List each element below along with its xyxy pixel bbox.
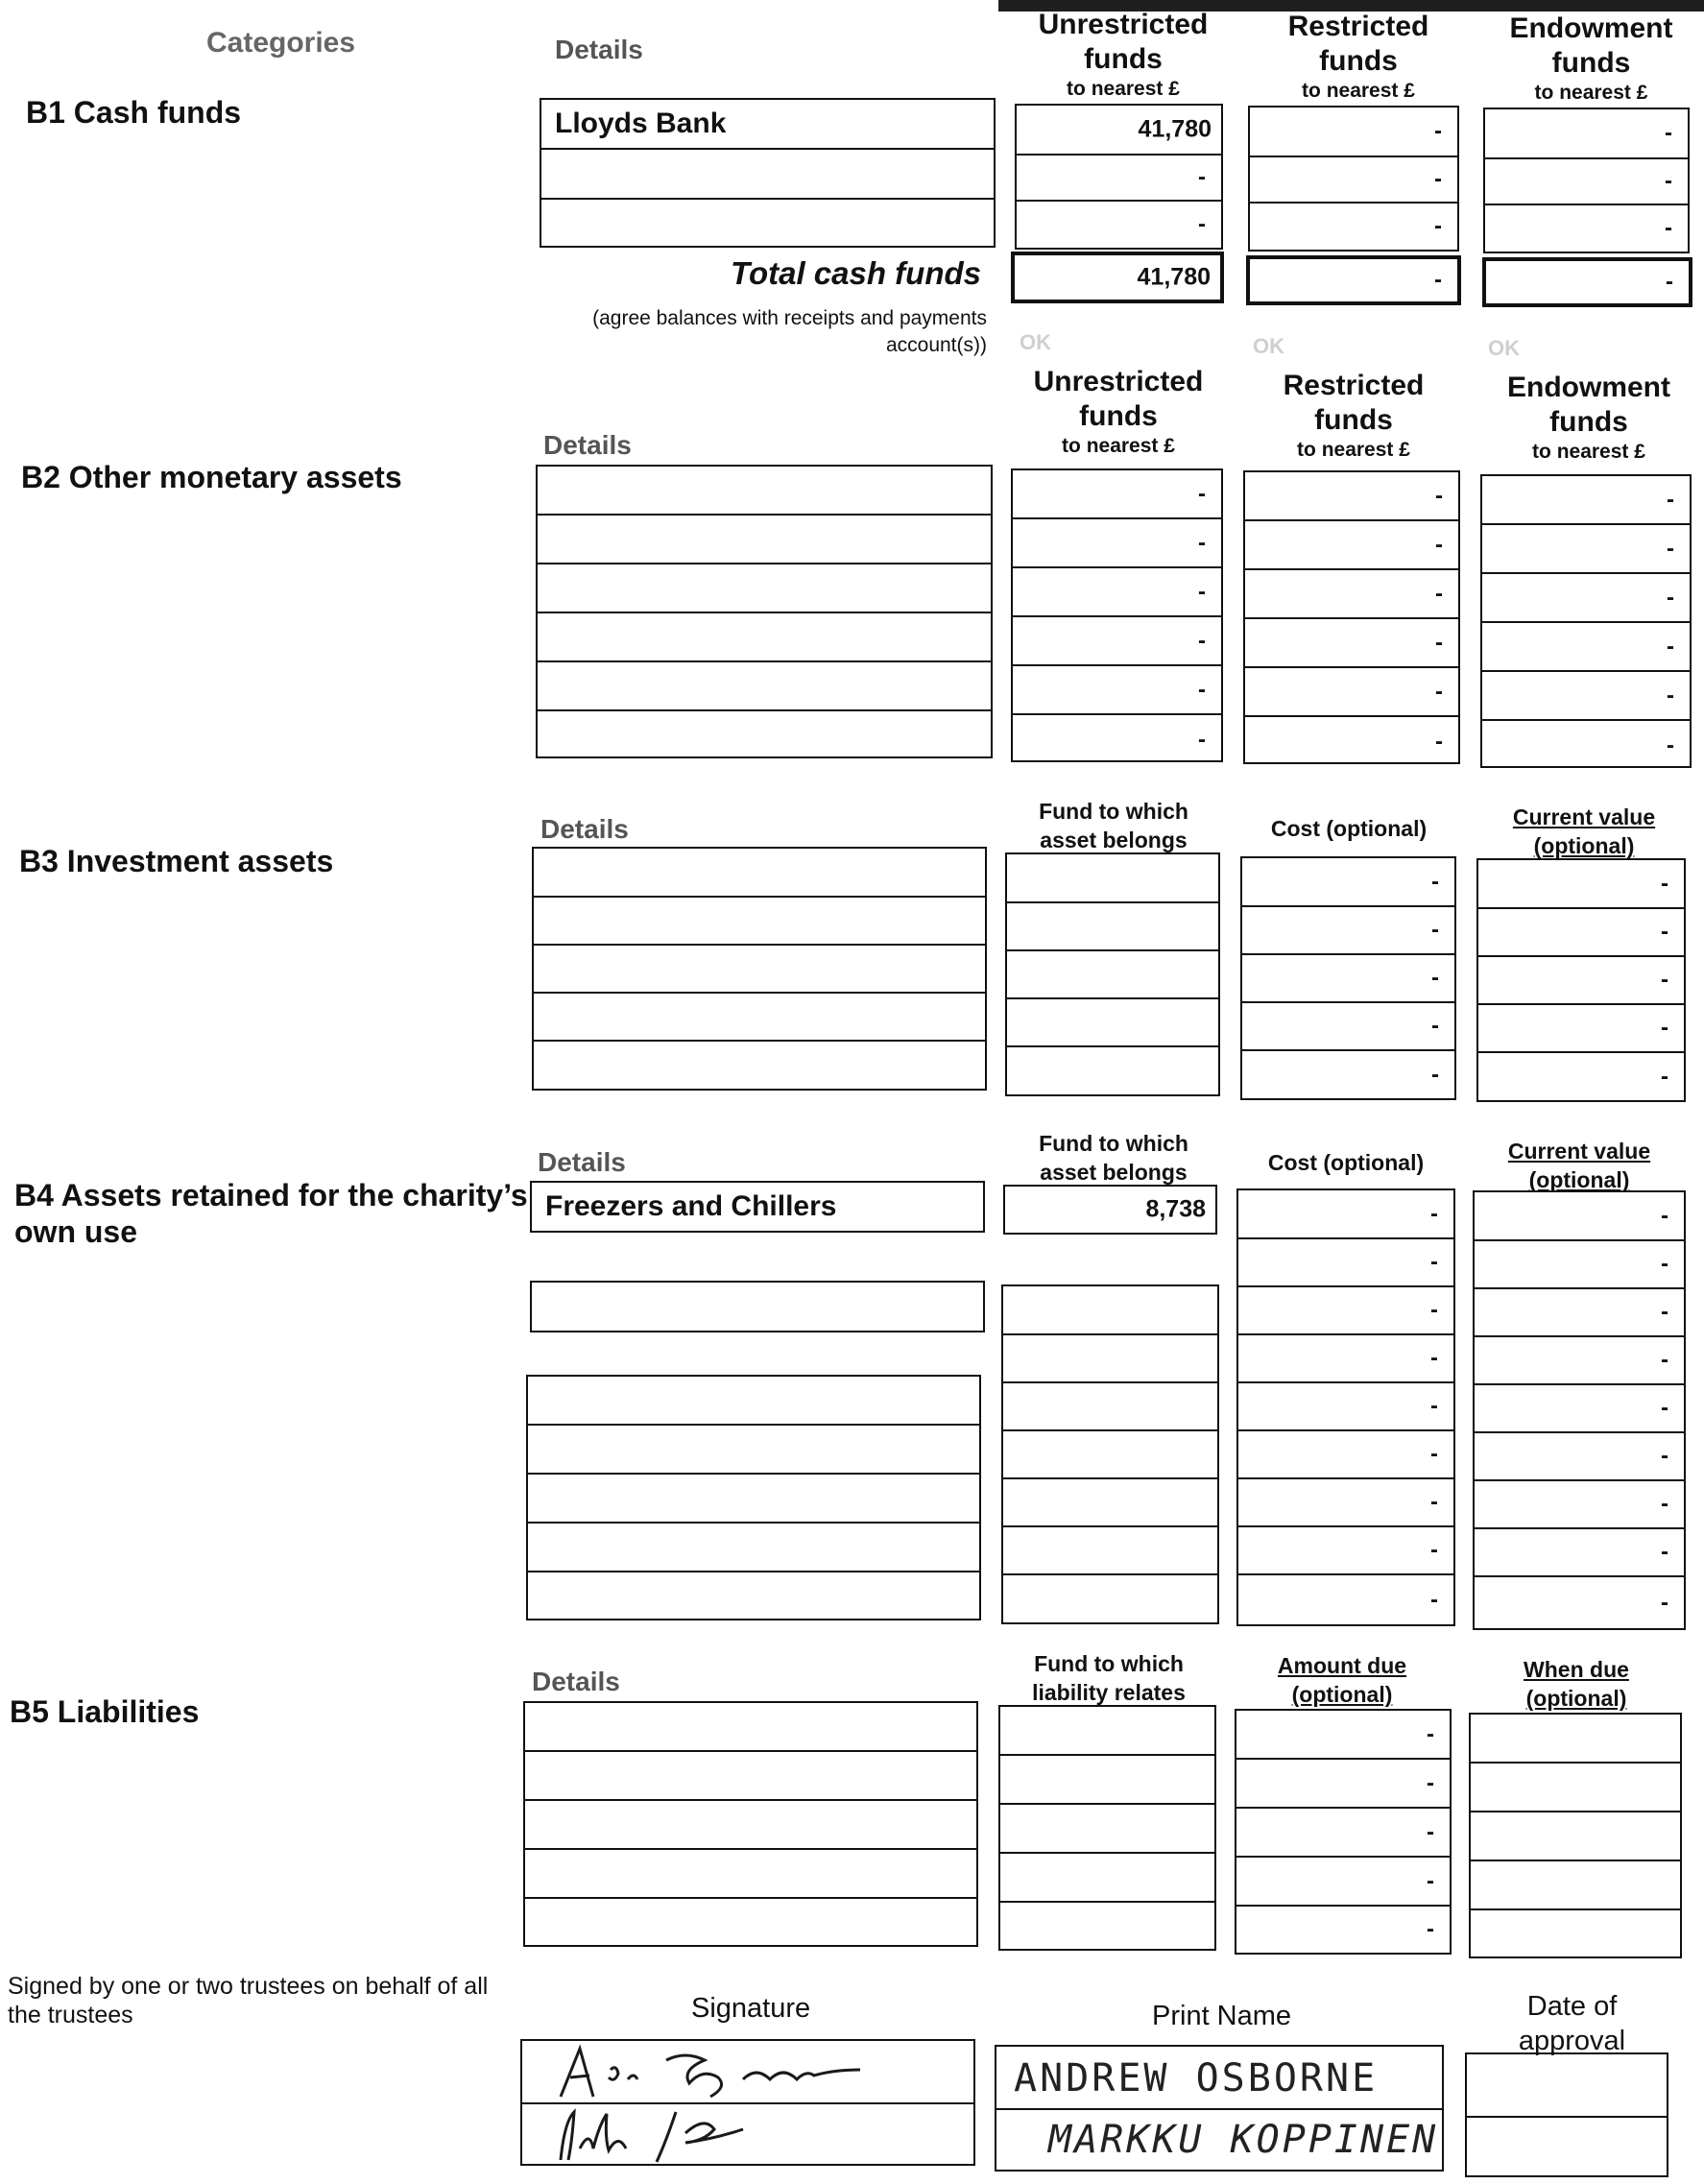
b5-amount-cell[interactable]: - — [1427, 1916, 1434, 1942]
b4-cost-cell[interactable]: - — [1238, 1335, 1453, 1383]
b4-value-cell[interactable]: - — [1475, 1241, 1684, 1289]
b1-col-restricted: Restricted funds to nearest £ — [1287, 11, 1429, 102]
b1-unrestricted-cell[interactable]: - — [1017, 156, 1221, 202]
b1-unrestricted-stack — [1015, 104, 1223, 250]
b4-fund-cell[interactable]: 8,738 — [1003, 1185, 1217, 1235]
b2-label: B2 Other monetary assets — [21, 460, 402, 494]
b1-restricted-cell[interactable]: - — [1434, 213, 1442, 239]
b4-fund-cell[interactable] — [1003, 1286, 1217, 1335]
b3-fund-cell[interactable] — [1007, 1047, 1218, 1094]
b2-col-endowment: Endowment funds to nearest £ — [1507, 372, 1670, 463]
b5-fund-cell[interactable] — [1000, 1805, 1214, 1854]
b1-detail-row[interactable] — [541, 200, 994, 246]
date-of-approval-box — [1465, 2052, 1668, 2177]
b3-fund-cell[interactable] — [1007, 903, 1218, 951]
b3-col-value: Current value (optional) — [1512, 804, 1656, 858]
b5-details-label: Details — [532, 1667, 620, 1696]
b2-restricted-cell[interactable]: - — [1245, 619, 1458, 668]
b4-value-stack — [1473, 1190, 1686, 1630]
b3-value-cell[interactable]: - — [1661, 1063, 1668, 1090]
ok-check-restricted: OK — [1253, 334, 1284, 358]
b1-detail-row[interactable] — [541, 150, 994, 200]
b3-detail-row[interactable] — [534, 994, 985, 1042]
categories-header: Categories — [206, 27, 356, 59]
b3-cost-cell[interactable]: - — [1431, 1061, 1439, 1088]
b3-cost-cell[interactable]: - — [1242, 907, 1454, 955]
b2-detail-row[interactable] — [538, 613, 991, 662]
b4-detail-row[interactable] — [528, 1524, 979, 1572]
b1-unrestricted-cell[interactable]: 41,780 — [1017, 106, 1221, 156]
b1-restricted-cell[interactable]: - — [1250, 108, 1457, 157]
b4-detail-row[interactable] — [528, 1572, 979, 1619]
b4-value-cell[interactable]: - — [1475, 1337, 1684, 1385]
b2-endowment-cell[interactable]: - — [1482, 623, 1690, 672]
b5-amount-stack — [1235, 1709, 1452, 1955]
b4-detail-row[interactable]: Freezers and Chillers — [530, 1181, 985, 1233]
b2-details-label: Details — [543, 430, 632, 460]
date-of-approval-row[interactable] — [1467, 2118, 1667, 2175]
b3-detail-row[interactable] — [534, 1042, 985, 1089]
b1-endowment-stack — [1483, 108, 1690, 253]
b3-col-cost: Cost (optional) — [1270, 816, 1428, 841]
b4-detail-row[interactable] — [530, 1281, 985, 1332]
b1-col-endowment: Endowment funds to nearest £ — [1509, 12, 1673, 104]
b4-value-cell[interactable]: - — [1475, 1385, 1684, 1433]
total-endowment-cell[interactable]: - — [1482, 257, 1692, 307]
b4-value-cell[interactable]: - — [1475, 1481, 1684, 1529]
b1-restricted-stack — [1248, 106, 1459, 252]
b2-detail-row[interactable] — [538, 564, 991, 613]
b3-value-cell[interactable]: - — [1478, 1005, 1684, 1053]
signature-box — [520, 2039, 975, 2166]
b2-endowment-cell[interactable]: - — [1667, 732, 1674, 758]
signature-header: Signature — [691, 1993, 811, 2024]
b2-detail-row[interactable] — [538, 516, 991, 564]
b5-when-cell[interactable] — [1471, 1812, 1680, 1861]
b1-endowment-cell[interactable]: - — [1485, 109, 1688, 159]
b5-fund-cell[interactable] — [1000, 1903, 1214, 1949]
b3-col-fund: Fund to which asset belongs — [1039, 799, 1188, 852]
b3-value-cell[interactable]: - — [1478, 957, 1684, 1005]
b5-label: B5 Liabilities — [10, 1694, 200, 1729]
b2-endowment-cell[interactable]: - — [1482, 672, 1690, 721]
b2-col-restricted: Restricted funds to nearest £ — [1283, 370, 1425, 461]
b1-endowment-cell[interactable]: - — [1665, 215, 1672, 241]
b3-cost-cell[interactable]: - — [1242, 955, 1454, 1003]
b4-details-label: Details — [538, 1147, 626, 1177]
print-name-box — [995, 2045, 1444, 2172]
b2-unrestricted-cell[interactable]: - — [1013, 519, 1221, 568]
b3-label: B3 Investment assets — [19, 844, 334, 878]
b4-detail-row[interactable] — [528, 1426, 979, 1475]
b5-detail-row[interactable] — [525, 1752, 976, 1801]
b1-col-unrestricted: Unrestricted funds to nearest £ — [1038, 9, 1209, 100]
b4-cost-cell[interactable]: - — [1238, 1239, 1453, 1287]
b5-when-cell[interactable] — [1471, 1861, 1680, 1910]
b4-value-cell[interactable]: - — [1661, 1589, 1668, 1616]
b4-details-stack — [526, 1375, 981, 1620]
b4-detail-row[interactable] — [528, 1475, 979, 1524]
b5-amount-cell[interactable]: - — [1236, 1760, 1450, 1809]
b4-label: B4 Assets retained for the charity’s own use — [14, 1178, 528, 1249]
b3-fund-stack — [1005, 852, 1220, 1096]
b5-detail-row[interactable] — [525, 1703, 976, 1752]
b2-restricted-cell[interactable]: - — [1435, 728, 1443, 755]
b5-detail-row[interactable] — [525, 1850, 976, 1899]
b4-cost-cell[interactable]: - — [1238, 1479, 1453, 1527]
total-restricted-cell[interactable]: - — [1246, 255, 1461, 305]
b3-fund-cell[interactable] — [1007, 951, 1218, 999]
b4-fund-stack — [1001, 1284, 1219, 1624]
b2-unrestricted-cell[interactable]: - — [1013, 666, 1221, 715]
b5-fund-cell[interactable] — [1000, 1854, 1214, 1903]
b2-restricted-cell[interactable]: - — [1245, 570, 1458, 619]
b5-when-cell[interactable] — [1471, 1910, 1680, 1956]
b5-when-cell[interactable] — [1471, 1764, 1680, 1812]
b3-fund-cell[interactable] — [1007, 854, 1218, 903]
b5-col-fund: Fund to which liability relates — [1032, 1651, 1186, 1705]
b4-col-fund: Fund to which asset belongs — [1039, 1131, 1188, 1185]
b3-detail-row[interactable] — [534, 946, 985, 994]
b4-cost-cell[interactable]: - — [1238, 1190, 1453, 1239]
b2-detail-row[interactable] — [538, 662, 991, 711]
b1-balance-note: (agree balances with receipts and payments account(s)) — [592, 307, 987, 356]
b5-detail-row[interactable] — [525, 1899, 976, 1945]
b2-restricted-cell[interactable]: - — [1245, 472, 1458, 521]
b4-detail-row[interactable] — [528, 1377, 979, 1426]
b4-cost-stack — [1236, 1188, 1455, 1626]
b2-col-unrestricted: Unrestricted funds to nearest £ — [1033, 366, 1204, 457]
b2-unrestricted-cell[interactable]: - — [1013, 470, 1221, 519]
b4-cost-cell[interactable]: - — [1238, 1383, 1453, 1431]
b4-value-cell[interactable]: - — [1475, 1289, 1684, 1337]
b3-value-cell[interactable]: - — [1478, 860, 1684, 909]
b3-cost-cell[interactable]: - — [1242, 858, 1454, 907]
b1-details-stack — [540, 98, 996, 248]
b3-details-stack — [532, 847, 987, 1091]
b4-fund-cell[interactable] — [1003, 1383, 1217, 1431]
b3-value-cell[interactable]: - — [1478, 909, 1684, 957]
b5-amount-cell[interactable]: - — [1236, 1711, 1450, 1760]
b2-unrestricted-cell[interactable]: - — [1013, 568, 1221, 617]
b1-detail-row[interactable]: Lloyds Bank — [541, 100, 994, 150]
b4-fund-cell[interactable] — [1003, 1431, 1217, 1479]
b4-cost-cell[interactable]: - — [1430, 1586, 1438, 1613]
b2-unrestricted-cell[interactable]: - — [1013, 617, 1221, 666]
b3-details-label: Details — [540, 814, 629, 844]
b2-detail-row[interactable] — [538, 711, 991, 760]
b5-amount-cell[interactable]: - — [1236, 1809, 1450, 1858]
b5-detail-row[interactable] — [525, 1801, 976, 1850]
ok-check-endowment: OK — [1488, 336, 1520, 360]
b4-fund-cell[interactable] — [1003, 1527, 1217, 1575]
b4-fund-cell[interactable] — [1003, 1479, 1217, 1527]
b2-restricted-cell[interactable]: - — [1245, 521, 1458, 570]
b4-fund-cell[interactable] — [1003, 1575, 1217, 1622]
b3-fund-cell[interactable] — [1007, 999, 1218, 1047]
b5-fund-stack — [998, 1705, 1216, 1951]
b5-when-stack — [1469, 1713, 1682, 1958]
b2-restricted-cell[interactable]: - — [1245, 668, 1458, 717]
b1-endowment-cell[interactable]: - — [1485, 159, 1688, 205]
b3-detail-row[interactable] — [534, 849, 985, 898]
print-name-header: Print Name — [1152, 2001, 1292, 2031]
signature-intro: Signed by one or two trustees on behalf of all the trustees — [8, 1973, 489, 2028]
signature-scribble-1 — [522, 2041, 973, 2104]
b2-detail-row[interactable] — [538, 467, 991, 516]
b4-col-value: Current value (optional) — [1507, 1139, 1651, 1192]
b3-cost-cell[interactable]: - — [1242, 1003, 1454, 1051]
total-cash-funds-label: Total cash funds — [731, 255, 981, 291]
b1-details-label: Details — [555, 35, 643, 64]
b2-details-stack — [536, 465, 993, 758]
b3-detail-row[interactable] — [534, 898, 985, 946]
b5-fund-cell[interactable] — [1000, 1756, 1214, 1805]
b5-details-stack — [523, 1701, 978, 1947]
b5-when-cell[interactable] — [1471, 1715, 1680, 1764]
b2-unrestricted-stack — [1011, 468, 1223, 762]
signature-scribble-2 — [522, 2104, 973, 2164]
b4-fund-cell[interactable] — [1003, 1335, 1217, 1383]
b4-value-cell[interactable]: - — [1475, 1433, 1684, 1481]
b2-endowment-cell[interactable]: - — [1482, 525, 1690, 574]
ok-check-unrestricted: OK — [1020, 330, 1051, 354]
signature-row[interactable] — [522, 2104, 973, 2164]
b1-label: B1 Cash funds — [26, 95, 242, 130]
date-of-approval-row[interactable] — [1467, 2054, 1667, 2118]
print-name-row[interactable]: MARKKU KOPPINEN — [1048, 2118, 1439, 2162]
b2-endowment-cell[interactable]: - — [1482, 574, 1690, 623]
b2-restricted-stack — [1243, 470, 1460, 764]
b2-unrestricted-cell[interactable]: - — [1198, 726, 1206, 753]
b5-col-amount: Amount due (optional) — [1277, 1653, 1407, 1707]
b3-cost-stack — [1240, 856, 1456, 1100]
b3-value-stack — [1476, 858, 1686, 1102]
b4-cost-cell[interactable]: - — [1238, 1431, 1453, 1479]
b4-value-cell[interactable]: - — [1475, 1529, 1684, 1577]
b1-restricted-cell[interactable]: - — [1250, 157, 1457, 204]
signature-row[interactable] — [522, 2041, 973, 2104]
b5-col-when: When due (optional) — [1524, 1657, 1629, 1711]
b1-unrestricted-cell[interactable]: - — [1198, 211, 1206, 237]
b4-value-cell[interactable]: - — [1475, 1192, 1684, 1241]
date-of-approval-header: Date of approval — [1518, 1991, 1626, 2056]
print-name-row[interactable]: ANDREW OSBORNE — [996, 2047, 1442, 2110]
b4-cost-cell[interactable]: - — [1238, 1287, 1453, 1335]
b5-amount-cell[interactable]: - — [1236, 1858, 1450, 1907]
b2-endowment-cell[interactable]: - — [1482, 476, 1690, 525]
b5-fund-cell[interactable] — [1000, 1707, 1214, 1756]
b2-endowment-stack — [1480, 474, 1692, 768]
b4-col-cost: Cost (optional) — [1267, 1150, 1425, 1175]
b4-cost-cell[interactable]: - — [1238, 1527, 1453, 1575]
total-unrestricted-cell[interactable]: 41,780 — [1011, 252, 1224, 303]
